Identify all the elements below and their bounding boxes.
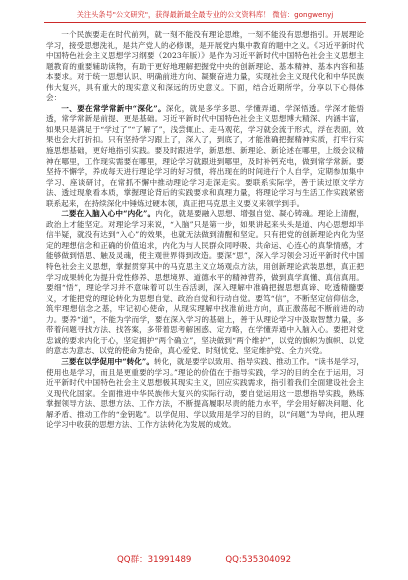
section-one-heading: 一、要在常学常新中“深化”。 — [61, 103, 166, 113]
section-three-heading: 三要在以学促用中“转化”。 — [61, 356, 154, 366]
section-three-paragraph: 三要在以学促用中“转化”。转化，就是要学以致用、指导实践、推动工作。“读书是学习，使用也是学习，而且是更重要的学习。”理论的价值在于指导实践，学习的目的全在于运用，习近平新时代中国特色社会主义思想极其现实主义，回应实践需求，指引着我们全面建设社会主义现代化国家。全面推进中华民族伟大复兴的实际行动，要自觉运用这一思想指导实践，熟练掌握领导方法、思想方法、工作方法，不断提高履职尽责的能力水平，学会用好解决问题、化解矛盾、推动工作的“金钥匙”。以学促用、学以致用是学习的目的，以“问题”为导向，把从理论学习中收获的思想方法、工作方法转化为发展的成效。 — [46, 356, 364, 430]
contact-footer — [0, 552, 408, 568]
site-notice-text: 关注头条号"公文研究"，获得最新最全最专业的公文资料库！ 微信：gongwenyj — [76, 10, 334, 19]
qq-number-text: QQ:535304092 — [225, 555, 292, 565]
section-two-heading: 二要在入脑入心中“内化”。 — [61, 209, 156, 219]
qq-group-text: QQ群：31991489 — [116, 555, 192, 565]
document-body — [46, 30, 364, 548]
intro-paragraph: 一个民族要走在时代前列，就一刻不能没有理论思维，一刻不能没有思想指引。开展理论学习，接受思想洗礼，是共产党人的必修课，是开展党内集中教育的题中之义。《习近平新时代中国特色社会主义思想学习纲要（2023年版）》是作为习近平新时代中国特色社会主义思想主题教育的重要辅助读物，有助于更好地理解把握党中央的创新理论、基本精神、基本内容和基本要求。对于统一思想认识、明确前进方向、凝聚奋进力量，实现社会主义现代化和中华民族伟大复兴，具有重大的现实意义和深远的历史意义。下面，结合近期所学，分享以下心得体会： — [46, 30, 364, 103]
site-notice-banner — [44, 8, 366, 23]
section-two-paragraph: 二要在入脑入心中“内化”。内化，就是要融入思想、增强自觉、凝心铸魂。理论上清醒，政治上才能坚定。对理论学习来说，“入脑”只是第一步，如果讲起来头头是道、内心思想却半信半疑，就没有达到“入心”的效果，也就无法做到清醒和坚定。只有把党的创新理论内化为坚定的理想信念和正确的价值追求，内化为与人民群众同呼吸、共命运、心连心的真挚情感，才能够做到悟思、触及灵魂，使主观世界得到改造。要深“思”，深入学习领会习近平新时代中国特色社会主义思想，掌握贯穿其中的马克思主义立场观点方法，用创新理论武装思想，真正把学习成果转化为提升党性修养、思想境界、道德水平的精神营养，做到真学真懂、真信真用。要细“悟”，理论学习并不意味着可以生吞活剥，深入理解中准确把握思想真谛、吃透精髓要义，才能把党的理论转化为思想自觉、政治自觉和行动自觉。要笃“信”，不断坚定信仰信念，筑牢理想信念之基，牢记初心使命，从现实理解中找准前进方向，真正激荡起不断前进的动力。要养“道”，不能为学而学，要在深入学习的基础上，善于从理论学习中汲取智慧力量，多带着问题寻找方法、找答案，多带着思考解困惑、定方略，在学懂弄通中入脑入心。要把对党忠诚的要求内化于心，坚定拥护“两个确立”，坚决做到“两个维护”，以党的旗帜为旗帜、以党的意志为意志、以党的使命为使命，真心爱党、时刻忧党、坚定维护党、全力兴党。 — [46, 209, 364, 356]
section-one-paragraph: 一、要在常学常新中“深化”。深化，就是多学多思、学懂弄通、学深悟透。学深才能悟透，常学常新是前提、更是基础。习近平新时代中国特色社会主义思想博大精深、内涵丰富，如果只是满足于“学过了”“了解了”，浅尝辄止、走马观花，学习就会流于形式，浮在表面，效果也会大打折扣。只有坚持学习跟上了，深入了，到底了，才能准确把握精神实质，打牢行实施思想基础，更好地指引实践。要及时跟进学，新思想、新理论、新论述在哪里，上级会议精神在哪里，工作现实需要在哪里，理论学习就跟进到哪里，及时补钙充电，做到常学常新。要坚持不懈学，养成每天进行理论学习的好习惯，将出现在的时间进行个人自学，定期参加集中学习、座谈研讨，在常抓不懈中推动理论学习走深走实。要联系实际学，善于读过原文学方法、透过现象看本质，掌握理论背后的实践要求和真理力量，将理论学习与生活工作实践紧密联系起来，在持续深化中锤炼过硬本领，真正把马克思主义要义来领学到手。 — [46, 103, 364, 208]
